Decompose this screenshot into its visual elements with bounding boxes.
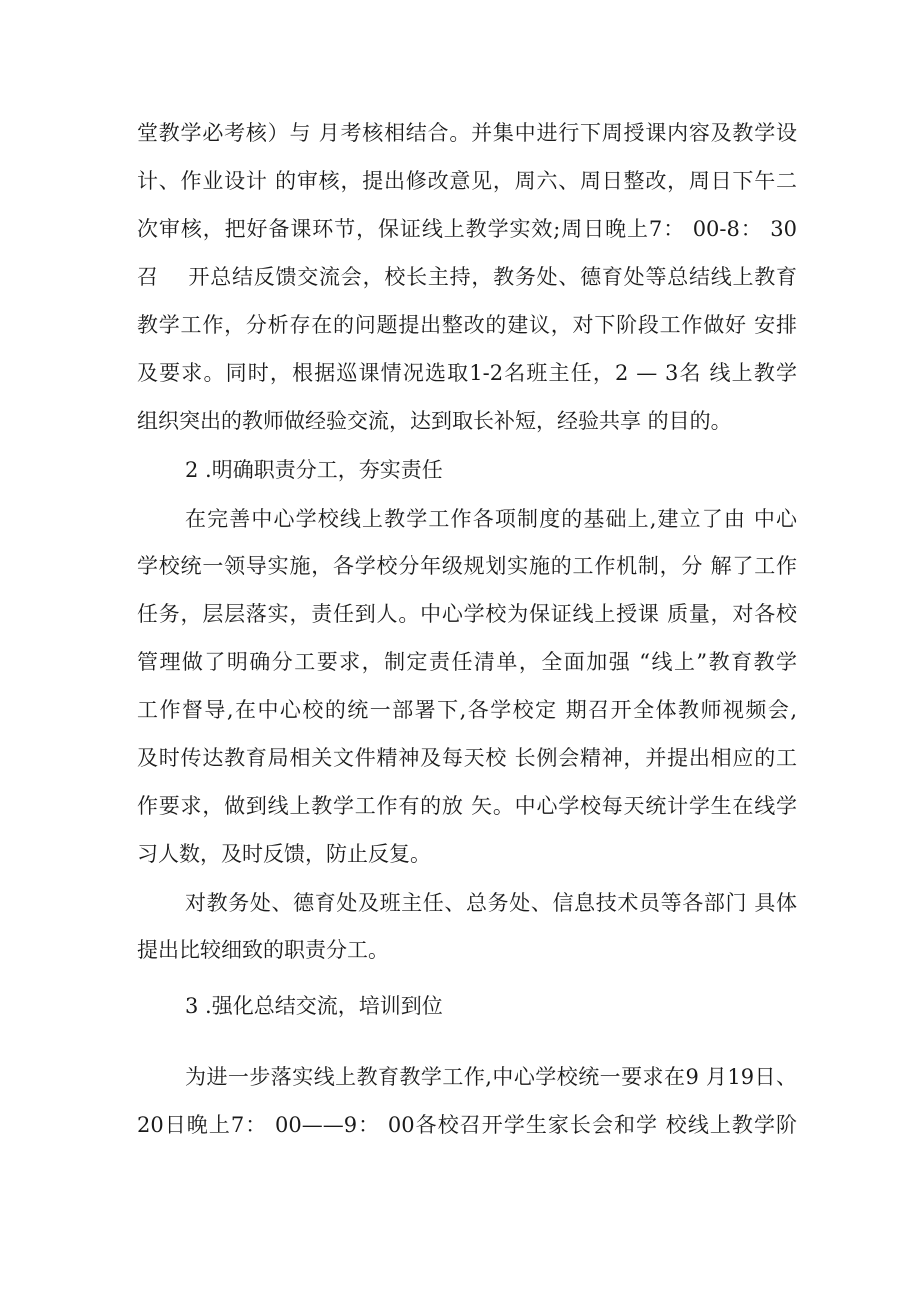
paragraph-line: 组织突出的教师做经验交流，达到取长补短，经验共享 的目的。: [137, 409, 732, 433]
paragraph-line: 召 开总结反馈交流会，校长主持，教务处、德育处等总结线上教育: [137, 265, 797, 289]
paragraph-line: 管理做了明确分工要求，制定责任清单，全面加强 “线上”教育教学: [137, 650, 797, 674]
paragraph-line: 次审核，把好备课环节，保证线上教学实效;周日晚上7： 00-8： 30: [137, 217, 797, 241]
paragraph-line: 作要求，做到线上教学工作有的放 矢。中心学校每天统计学生在线学: [137, 794, 797, 818]
paragraph-line: 为进一步落实线上教育教学工作,中心学校统一要求在9 月19日、: [185, 1065, 797, 1089]
paragraph-line: 任务，层层落实，责任到人。中心学校为保证线上授课 质量，对各校: [137, 602, 797, 626]
paragraph-line: 对教务处、德育处及班主任、总务处、信息技术员等各部门 具体: [185, 891, 797, 915]
paragraph-line: 及时传达教育局相关文件精神及每天校 长例会精神，并提出相应的工: [137, 746, 797, 770]
section-heading-2: 2 .明确职责分工，夯实责任: [185, 458, 443, 482]
paragraph-line: 工作督导,在中心校的统一部署下,各学校定 期召开全体教师视频会,: [137, 698, 797, 722]
paragraph-line: 学校统一领导实施，各学校分年级规划实施的工作机制，分 解了工作: [137, 554, 797, 578]
paragraph-line: 习人数，及时反馈，防止反复。: [137, 842, 431, 866]
paragraph-line: 计、作业设计 的审核，提出修改意见，周六、周日整改，周日下午二: [137, 169, 797, 193]
section-heading-3: 3 .强化总结交流，培训到位: [185, 994, 443, 1018]
paragraph-line: 在完善中心学校线上教学工作各项制度的基础上,建立了由 中心: [185, 507, 797, 531]
paragraph-line: 20日晚上7： 00——9： 00各校召开学生家长会和学 校线上教学阶: [137, 1113, 797, 1137]
paragraph-line: 及要求。同时，根据巡课情况选取1-2名班主任，2 — 3名 线上教学: [137, 361, 797, 385]
paragraph-line: 教学工作，分析存在的问题提出整改的建议，对下阶段工作做好 安排: [137, 313, 797, 337]
paragraph-line: 提出比较细致的职责分工。: [137, 938, 389, 962]
paragraph-line: 堂教学必考核）与 月考核相结合。并集中进行下周授课内容及教学设: [137, 121, 797, 145]
